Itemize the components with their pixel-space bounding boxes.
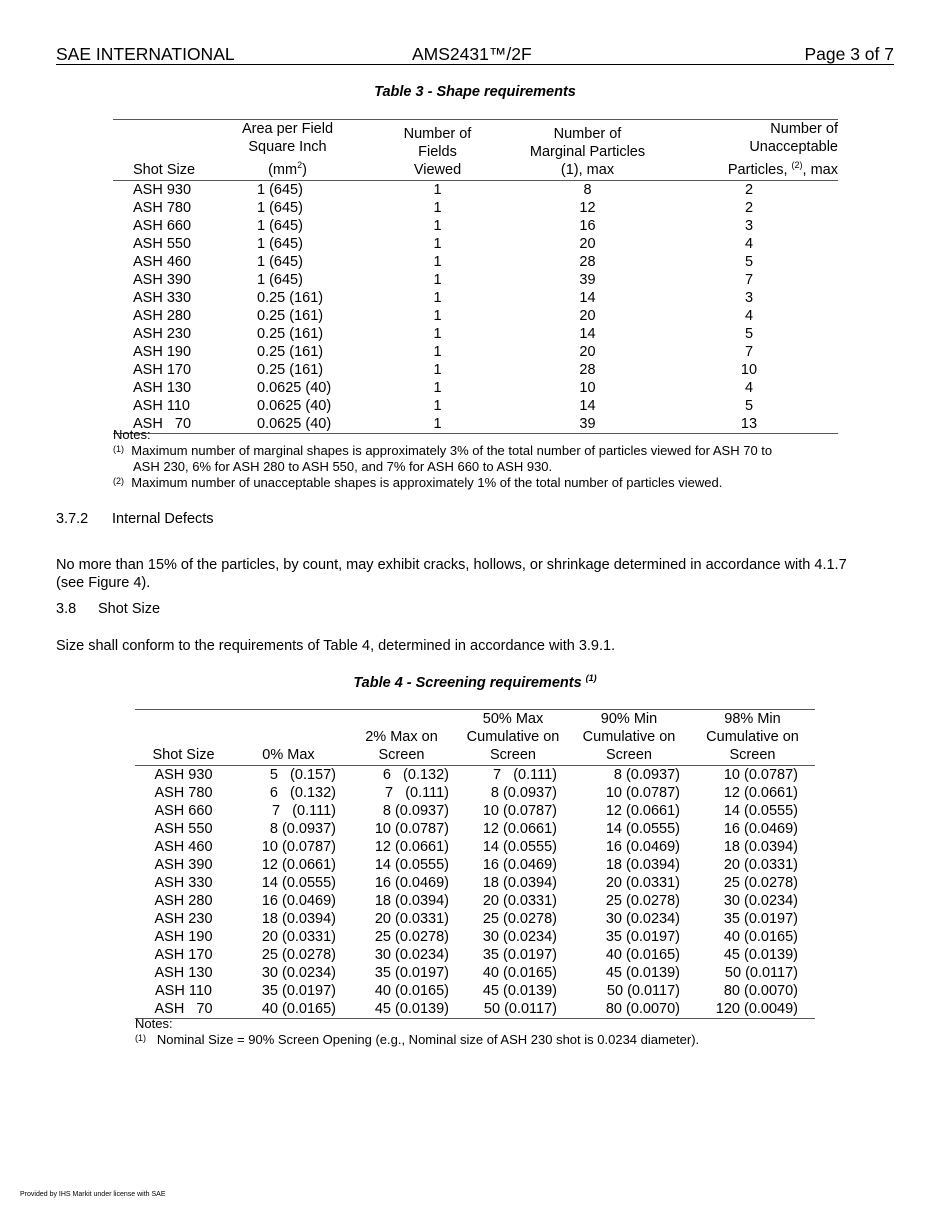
table-cell: 45 (0.0139) (482, 983, 557, 999)
table-cell: 10 (740, 361, 758, 378)
table-cell: 80 (0.0070) (605, 1001, 680, 1017)
table-cell: ASH 460 (154, 839, 213, 855)
table-cell: 8 (0.0937) (382, 803, 449, 819)
table-row (135, 784, 815, 802)
section-title: Internal Defects (112, 511, 214, 527)
header-line: Screen (729, 747, 776, 763)
header-line: Marginal Particles (529, 143, 646, 160)
column-header (515, 120, 660, 181)
table-cell: 0.25 (161) (257, 289, 324, 306)
table-cell: 10 (0.0787) (482, 803, 557, 819)
note-text: Maximum number of marginal shapes is approximately 3% of the total number of particles viewed for ASH 70 to (131, 443, 773, 458)
table-cell: 25 (0.0278) (723, 875, 798, 891)
note-text-continued: ASH 230, 6% for ASH 280 to ASH 550, and 7% for ASH 660 to ASH 930. (133, 459, 553, 474)
table-cell: 50 (0.0117) (483, 1001, 557, 1017)
table-cell: ASH 230 (133, 325, 192, 342)
table-cell: 1 (433, 379, 442, 396)
header-line: Square Inch (248, 139, 327, 155)
table-cell: 1 (433, 181, 442, 198)
table-cell: 20 (0.0331) (482, 893, 557, 909)
table-cell: 1 (645) (257, 235, 303, 252)
table-row (113, 379, 838, 397)
header-rule (56, 64, 894, 65)
section-number: 3.7.2 (56, 511, 89, 527)
note-marker: (1) (113, 444, 124, 454)
table-row (113, 307, 838, 325)
table-cell: 8 (583, 181, 592, 198)
table-row (113, 289, 838, 307)
table-cell: 7 (0.111) (272, 803, 336, 819)
notes-label: Notes: (135, 1016, 173, 1031)
table-cell: ASH 390 (154, 857, 213, 873)
table-cell: ASH 930 (133, 181, 192, 198)
note-marker: (1) (135, 1033, 146, 1043)
table-cell: 40 (0.0165) (723, 929, 798, 945)
table-cell: 18 (0.0394) (261, 911, 336, 927)
header-line: Particles, $^{(2)}$, max (727, 160, 838, 178)
table-cell: 35 (0.0197) (605, 929, 680, 945)
table-cell: ASH 330 (154, 875, 213, 891)
note-text: Nominal Size = 90% Screen Opening (e.g., Nominal size of ASH 230 shot is 0.0234 diameter). (156, 1032, 700, 1047)
header-doc-id: AMS2431™/2F (412, 44, 532, 64)
table-cell: 8 (0.0937) (613, 767, 680, 783)
table-cell: 12 (0.0661) (261, 857, 336, 873)
header-line (133, 143, 215, 161)
header-line: Shot Size (152, 747, 215, 763)
table-row (135, 766, 815, 785)
section-number: 3.8 (56, 601, 77, 617)
table-cell: 30 (0.0234) (723, 893, 798, 909)
header-line (345, 710, 458, 728)
note-text: Maximum number of unacceptable shapes is approximately 1% of the total number of particles viewed. (131, 475, 723, 490)
table-cell: 0.25 (161) (257, 325, 324, 342)
table-cell: 1 (645) (257, 181, 303, 198)
header-line: Screen (606, 747, 652, 763)
table-cell: 20 (0.0331) (374, 911, 449, 927)
table-cell: ASH 280 (154, 893, 213, 909)
note-1 (113, 443, 843, 459)
table-cell: ASH 190 (154, 929, 213, 945)
table-cell: 39 (579, 415, 596, 432)
table-row (135, 838, 815, 856)
header-line: 2% Max on (365, 729, 438, 745)
table-cell: ASH 130 (133, 379, 192, 396)
notes-label: Notes: (113, 427, 151, 442)
column-header (690, 710, 815, 766)
table-cell: 14 (0.0555) (482, 839, 557, 855)
table-cell: 25 (0.0278) (261, 947, 336, 963)
paragraph-line: (see Figure 4). (56, 575, 151, 591)
table-cell: 8 (0.0937) (490, 785, 557, 801)
caption-text: Table 4 - Screening requirements (353, 674, 582, 691)
table-row (113, 343, 838, 361)
header-line: 90% Min (600, 711, 658, 727)
table-cell: 1 (433, 397, 442, 414)
header-line (232, 710, 345, 728)
header-line (135, 728, 232, 746)
table-cell: 0.0625 (40) (257, 379, 332, 396)
table-cell: 12 (0.0661) (605, 803, 680, 819)
table-row (113, 397, 838, 415)
column-header (135, 710, 232, 766)
table-cell: 14 (0.0555) (374, 857, 449, 873)
table-cell: 10 (579, 379, 596, 396)
header-org: SAE INTERNATIONAL (56, 44, 235, 64)
header-page: Page 3 of 7 (804, 44, 894, 64)
table-cell: 20 (579, 307, 596, 324)
table-cell: 45 (0.0139) (605, 965, 680, 981)
table-cell: ASH 390 (133, 271, 192, 288)
section-3-7-2-heading (56, 510, 896, 528)
section-3-7-2-body (56, 556, 896, 592)
table-cell: 80 (0.0070) (723, 983, 798, 999)
table-cell: 1 (433, 307, 442, 324)
table-cell: 13 (740, 415, 758, 432)
header-line: Unacceptable (749, 139, 838, 155)
table-cell: ASH 460 (133, 253, 192, 270)
note-marker: (2) (113, 476, 124, 486)
table-cell: 5 (744, 397, 754, 414)
column-header (568, 710, 690, 766)
table-cell: ASH 780 (133, 199, 192, 216)
column-header (113, 120, 215, 181)
table-cell: ASH 190 (133, 343, 192, 360)
table-cell: 16 (0.0469) (605, 839, 680, 855)
table-cell: 5 (744, 253, 754, 270)
table-row (135, 856, 815, 874)
table-row (135, 910, 815, 928)
table-cell: 40 (0.0165) (482, 965, 557, 981)
table-cell: 7 (0.111) (385, 785, 449, 801)
table-cell: 12 (0.0661) (374, 839, 449, 855)
table-cell: 14 (579, 289, 596, 306)
table-cell: 1 (433, 325, 442, 342)
table-cell: ASH 70 (133, 415, 192, 432)
table-row (113, 253, 838, 271)
header-line (133, 125, 215, 143)
table-cell: 18 (0.0394) (723, 839, 798, 855)
table-cell: ASH 230 (154, 911, 213, 927)
table-cell: 40 (0.0165) (261, 1001, 336, 1017)
column-header (360, 120, 515, 181)
table-cell: 4 (744, 307, 754, 324)
header-line: Shot Size (133, 161, 196, 178)
table-cell: ASH 110 (133, 397, 190, 414)
note-1 (135, 1032, 835, 1048)
table-cell: 18 (0.0394) (605, 857, 680, 873)
table-cell: 25 (0.0278) (482, 911, 557, 927)
table-cell: 18 (0.0394) (374, 893, 449, 909)
table-cell: ASH 130 (154, 965, 213, 981)
table-cell: ASH 70 (154, 1001, 213, 1017)
table-cell: 16 (0.0469) (723, 821, 798, 837)
table-row (113, 217, 838, 235)
table-row (113, 180, 838, 199)
table-cell: 5 (0.157) (269, 767, 336, 783)
header-line: Area per Field (241, 121, 334, 137)
table-cell: ASH 780 (154, 785, 213, 801)
table-cell: 30 (0.0234) (374, 947, 449, 963)
section-3-8-heading (56, 600, 896, 618)
table-row (135, 946, 815, 964)
table-cell: 0.0625 (40) (257, 415, 332, 432)
table-cell: 14 (0.0555) (261, 875, 336, 891)
table-cell: 25 (0.0278) (374, 929, 449, 945)
table-cell: 10 (0.0787) (261, 839, 336, 855)
header-line: 0% Max (262, 747, 315, 763)
table-cell: 7 (744, 343, 754, 360)
table-cell: ASH 930 (154, 767, 213, 783)
table-cell: 1 (433, 217, 442, 234)
table-cell: 35 (0.0197) (261, 983, 336, 999)
table-cell: 2 (744, 181, 754, 198)
table-cell: 30 (0.0234) (482, 929, 557, 945)
table3-notes (113, 427, 843, 491)
header-line: 98% Min (724, 711, 781, 727)
table-cell: 30 (0.0234) (605, 911, 680, 927)
table-cell: 1 (433, 271, 442, 288)
table3-caption: Table 3 - Shape requirements (374, 84, 576, 100)
table-cell: 1 (433, 199, 442, 216)
column-header (345, 710, 458, 766)
table-cell: 50 (0.0117) (724, 965, 798, 981)
table-cell: 20 (0.0331) (723, 857, 798, 873)
table-cell: 16 (0.0469) (261, 893, 336, 909)
header-line (232, 728, 345, 746)
table-cell: 35 (0.0197) (482, 947, 557, 963)
header-line: 50% Max (482, 711, 544, 727)
table-cell: 0.25 (161) (257, 307, 324, 324)
table-cell: 1 (645) (257, 253, 303, 270)
table-cell: 40 (0.0165) (605, 947, 680, 963)
table-cell: 1 (433, 235, 442, 252)
table-cell: 18 (0.0394) (482, 875, 557, 891)
header-line: Number of (553, 125, 622, 142)
table-cell: 14 (579, 325, 596, 342)
table-cell: ASH 660 (133, 217, 192, 234)
table-cell: 1 (645) (257, 199, 303, 216)
table-row (113, 325, 838, 343)
table-row (113, 235, 838, 253)
column-header (660, 120, 838, 181)
header-line: Screen (490, 747, 536, 763)
table-cell: 12 (0.0661) (723, 785, 798, 801)
table-cell: 3 (744, 217, 754, 234)
header-line: Number of (770, 121, 838, 137)
table-cell: 1 (645) (257, 271, 303, 288)
section-title: Shot Size (98, 601, 161, 617)
table-cell: 6 (0.132) (382, 767, 449, 783)
table-cell: 14 (0.0555) (605, 821, 680, 837)
table-cell: 45 (0.0139) (374, 1001, 449, 1017)
header-line: Fields (418, 143, 457, 160)
screening-requirements-table (135, 709, 815, 1019)
table-cell: 35 (0.0197) (374, 965, 449, 981)
table-row (135, 982, 815, 1000)
column-header (458, 710, 568, 766)
table-cell: 39 (579, 271, 596, 288)
table-cell: 20 (579, 235, 596, 252)
header-line: Screen (378, 747, 425, 763)
table-row (113, 199, 838, 217)
column-header (215, 120, 360, 181)
caption-note-marker: (1) (585, 673, 597, 683)
table-cell: 1 (433, 289, 442, 306)
table-row (135, 928, 815, 946)
table-cell: 20 (0.0331) (261, 929, 336, 945)
column-header (232, 710, 345, 766)
table-cell: 0.25 (161) (257, 343, 324, 360)
table-cell: 1 (433, 415, 442, 432)
table-cell: 12 (579, 199, 596, 216)
header-line: Cumulative on (706, 729, 799, 745)
table-cell: ASH 170 (133, 361, 192, 378)
header-line (135, 710, 232, 728)
table-cell: 16 (0.0469) (374, 875, 449, 891)
table-cell: 16 (579, 217, 596, 234)
note-2 (113, 475, 843, 491)
table-cell: 30 (0.0234) (261, 965, 336, 981)
header-line: Number of (403, 125, 472, 142)
table-row (113, 271, 838, 289)
table-cell: 8 (0.0937) (269, 821, 336, 837)
section-3-8-body: Size shall conform to the requirements of Table 4, determined in accordance with 3.9.1. (56, 638, 616, 654)
table-cell: 20 (0.0331) (605, 875, 680, 891)
table4-notes (135, 1016, 835, 1048)
table-cell: 1 (433, 361, 442, 378)
table-cell: 10 (0.0787) (605, 785, 680, 801)
table-row (135, 892, 815, 910)
table-cell: 1 (433, 343, 442, 360)
table-cell: 7 (0.111) (493, 767, 557, 783)
table-cell: ASH 550 (133, 235, 192, 252)
header-line: $(mm^2)$ (268, 160, 307, 178)
table-cell: 0.0625 (40) (257, 397, 332, 414)
table-cell: ASH 280 (133, 307, 192, 324)
table-row (113, 361, 838, 379)
table-cell: 7 (744, 271, 754, 288)
table-cell: 28 (579, 361, 596, 378)
table-cell: 20 (579, 343, 596, 360)
shape-requirements-table (113, 119, 838, 434)
header-line: (1), max (560, 161, 615, 178)
table-cell: 10 (0.0787) (374, 821, 449, 837)
table-cell: 1 (645) (257, 217, 303, 234)
table-cell: 2 (744, 199, 754, 216)
table-row (135, 802, 815, 820)
table-cell: 3 (744, 289, 754, 306)
table-cell: ASH 330 (133, 289, 192, 306)
table-cell: 120 (0.0049) (715, 1001, 798, 1017)
table-cell: 40 (0.0165) (374, 983, 449, 999)
table-cell: ASH 170 (154, 947, 213, 963)
header-line: Viewed (413, 161, 462, 178)
table-cell: 45 (0.0139) (723, 947, 798, 963)
table-cell: ASH 550 (154, 821, 213, 837)
table-cell: 5 (744, 325, 754, 342)
table-row (135, 820, 815, 838)
table-cell: 6 (0.132) (269, 785, 336, 801)
table-cell: 14 (579, 397, 596, 414)
table-cell: ASH 110 (155, 983, 212, 999)
table-cell: 35 (0.0197) (723, 911, 798, 927)
table-cell: 4 (744, 235, 754, 252)
table-cell: 14 (0.0555) (723, 803, 798, 819)
table4-caption (0, 673, 950, 691)
table-cell: 4 (744, 379, 754, 396)
table-cell: 25 (0.0278) (605, 893, 680, 909)
table-cell: ASH 660 (154, 803, 213, 819)
header-line: Cumulative on (582, 729, 676, 745)
table-cell: 50 (0.0117) (606, 983, 680, 999)
table-row (135, 964, 815, 982)
footer-license: Provided by IHS Markit under license with SAE (20, 1191, 166, 1198)
table-cell: 0.25 (161) (257, 361, 324, 378)
table-row (135, 874, 815, 892)
table-cell: 10 (0.0787) (723, 767, 798, 783)
header-line: Cumulative on (466, 729, 560, 745)
table-cell: 1 (433, 253, 442, 270)
table-cell: 16 (0.0469) (482, 857, 557, 873)
table-cell: 12 (0.0661) (482, 821, 557, 837)
paragraph-line: No more than 15% of the particles, by count, may exhibit cracks, hollows, or shrinkage determined in accordance with 4.1.7 (56, 557, 847, 573)
table-cell: 28 (579, 253, 596, 270)
